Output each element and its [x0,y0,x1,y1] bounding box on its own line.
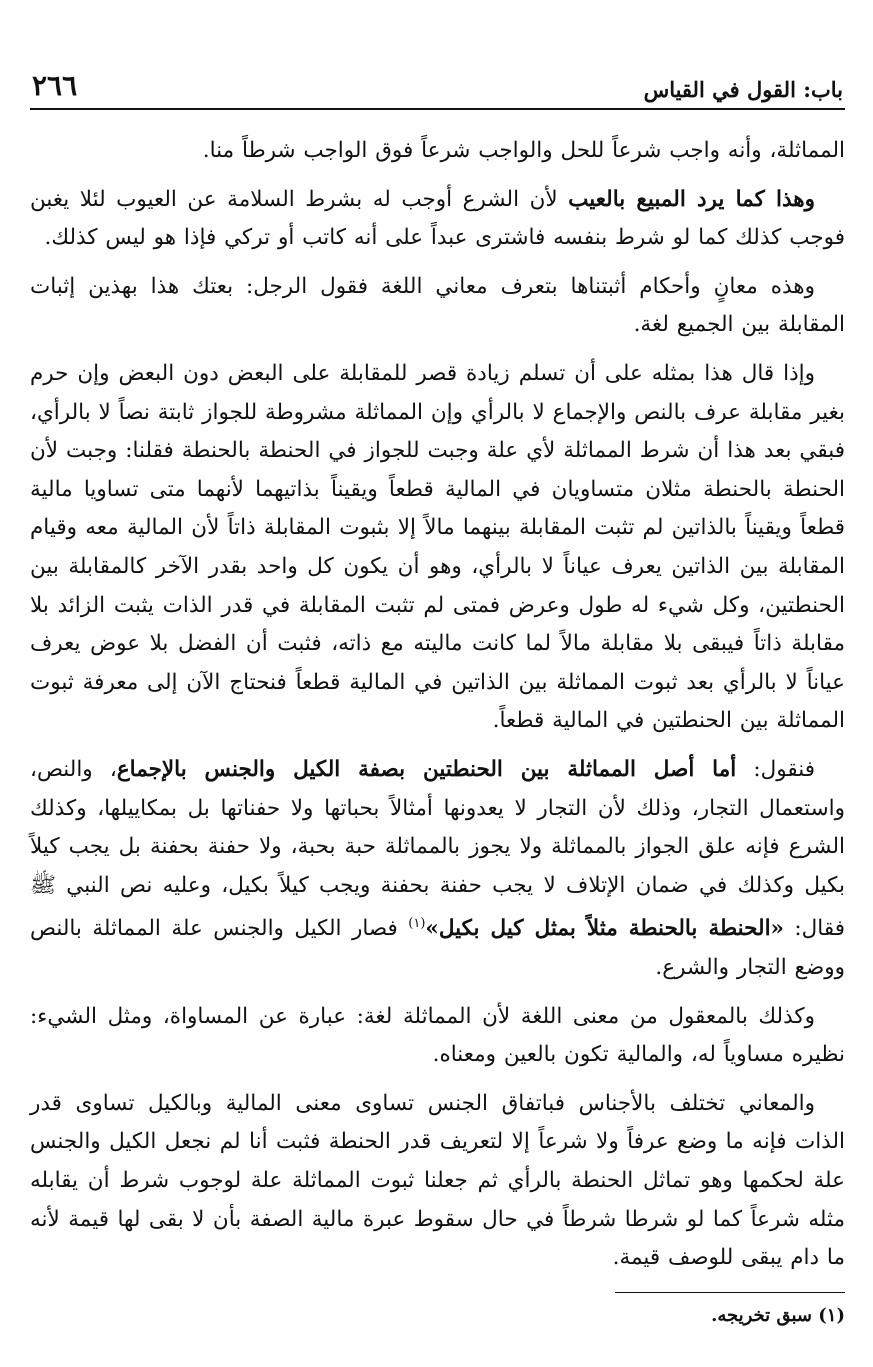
paragraph-1 [30,132,845,171]
paragraph-text: المماثلة، وأنه واجب شرعاً للحل والواجب شرعاً فوق الواجب شرطاً منا. [202,138,845,163]
paragraph-text: فصار الكيل والجنس علة المماثلة بالنص ووضع التجار والشرع. [30,916,845,981]
footnote [30,1305,845,1326]
footnote-reference[interactable]: (١) [408,916,426,932]
book-page [30,62,845,1326]
paragraph-text: فنقول: [736,756,815,782]
footnote-text: سبق تخريجه. [711,1304,812,1326]
paragraph-6 [30,998,845,1075]
running-title: باب: القول في القياس [643,77,843,102]
paragraph-4 [30,355,845,741]
footnote-divider [615,1292,845,1293]
bold-lead: وهذا كما يرد المبيع بالعيب [568,186,815,212]
paragraph-text: وهذه معانٍ وأحكام أثبتناها بتعرف معاني اللغة فقول الرجل: بعتك هذا بهذين إثبات المقابلة بين الجميع لغة. [30,273,845,338]
page-body [30,132,845,1278]
paragraph-text: وإذا قال هذا بمثله على أن تسلم زيادة قصر للمقابلة على البعض دون البعض وإن حرم بغير مقابلة عرف بالنص والإجماع لا بالرأي وإن المماثلة مشروطة للجواز ثابتة نصاً لا بالرأي، فبقي بعد هذا أن شرط المماثلة لأي علة وجبت للجواز في الحنطة بالحنطة فقلنا: وجبت لأن الحنطة بالحنطة مثلان متساويان في المالية قطعاً ويقيناً بذاتيهما لأنهما متى تساويا مالية قطعاً ويقيناً بالذاتين لم تثبت المقابلة بينهما مالاً إلا بثبوت المقابلة ذاتاً لأن المالية معه وقيام المقابلة بين الذاتين يعرف عياناً لا بالرأي، وهو أن يكون كل واحد بقدر الآخر كالمقابلة بين الحنطتين، وكل شيء له طول وعرض فمتى لم تثبت المقابلة في قدر الذات يثبت الزائد بلا مقابلة ذاتاً فيبقى بلا مقابلة مالاً لما كانت ماليته مع ذاته، فثبت أن الفضل بلا عوض يعرف عياناً لا بالرأي بعد ثبوت المماثلة بين الذاتين في المالية قطعاً فنحتاج الآن إلى معرفة ثبوت المماثلة بين الحنطتين في المالية قطعاً. [30,360,845,734]
paragraph-text: لأن الشرع أوجب له بشرط السلامة عن العيوب لئلا يغبن فوجب كذلك كما لو شرط بنفسه فاشترى عبداً على أنه كاتب أو تركي فإذا هو ليس كذلك. [30,186,845,251]
page-header [30,62,845,110]
paragraph-2 [30,181,845,258]
paragraph-text: والمعاني تختلف بالأجناس فباتفاق الجنس تساوى معنى المالية وبالكيل تساوى قدر الذات فإنه ما وضع عرفاً ولا شرعاً إلا لتعريف قدر الحنطة فثبت أنا لم نجعل الكيل والجنس علة لحكمها وهو تماثل الحنطة بالرأي ثم جعلنا ثبوت المماثلة علة لوجوب شرط أن يقابله مثله شرعاً كما لو شرطا شرطاً في حال سقوط عبرة مالية الصفة بأن لا بقى لها قيمة لأنه ما دام يبقى للوصف قيمة. [30,1090,845,1271]
paragraph-text: وكذلك بالمعقول من معنى اللغة لأن المماثلة لغة: عبارة عن المساواة، ومثل الشيء: نظيره مساوياً له، والمالية تكون بالعين ومعناه. [30,1003,845,1068]
paragraph-3 [30,268,845,345]
paragraph-7 [30,1085,845,1278]
bold-phrase: أما أصل المماثلة بين الحنطتين بصفة الكيل والجنس بالإجماع [116,756,737,782]
footnote-marker: (١) [818,1304,845,1326]
hadith-quote: «الحنطة بالحنطة مثلاً بمثل كيل بكيل» [425,916,784,942]
paragraph-5 [30,751,845,988]
page-number: ٢٦٦ [32,69,78,102]
paragraph-text: ، والنص، واستعمال التجار، وذلك لأن التجار لا يعدونها أمثالاً بحباتها ولا حفناتها بل بمكاييلها، وكذلك الشرع فإنه علق الجواز بالمماثلة ولا يجوز بالمماثلة حبة بحبة، ولا حفنة بحفنة بل يجب كيلاً بكيل وكذلك في ضمان الإتلاف لا يجب حفنة بحفنة ويجب كيلاً بكيل، وعليه نص النبي ﷺ فقال: [30,756,845,942]
